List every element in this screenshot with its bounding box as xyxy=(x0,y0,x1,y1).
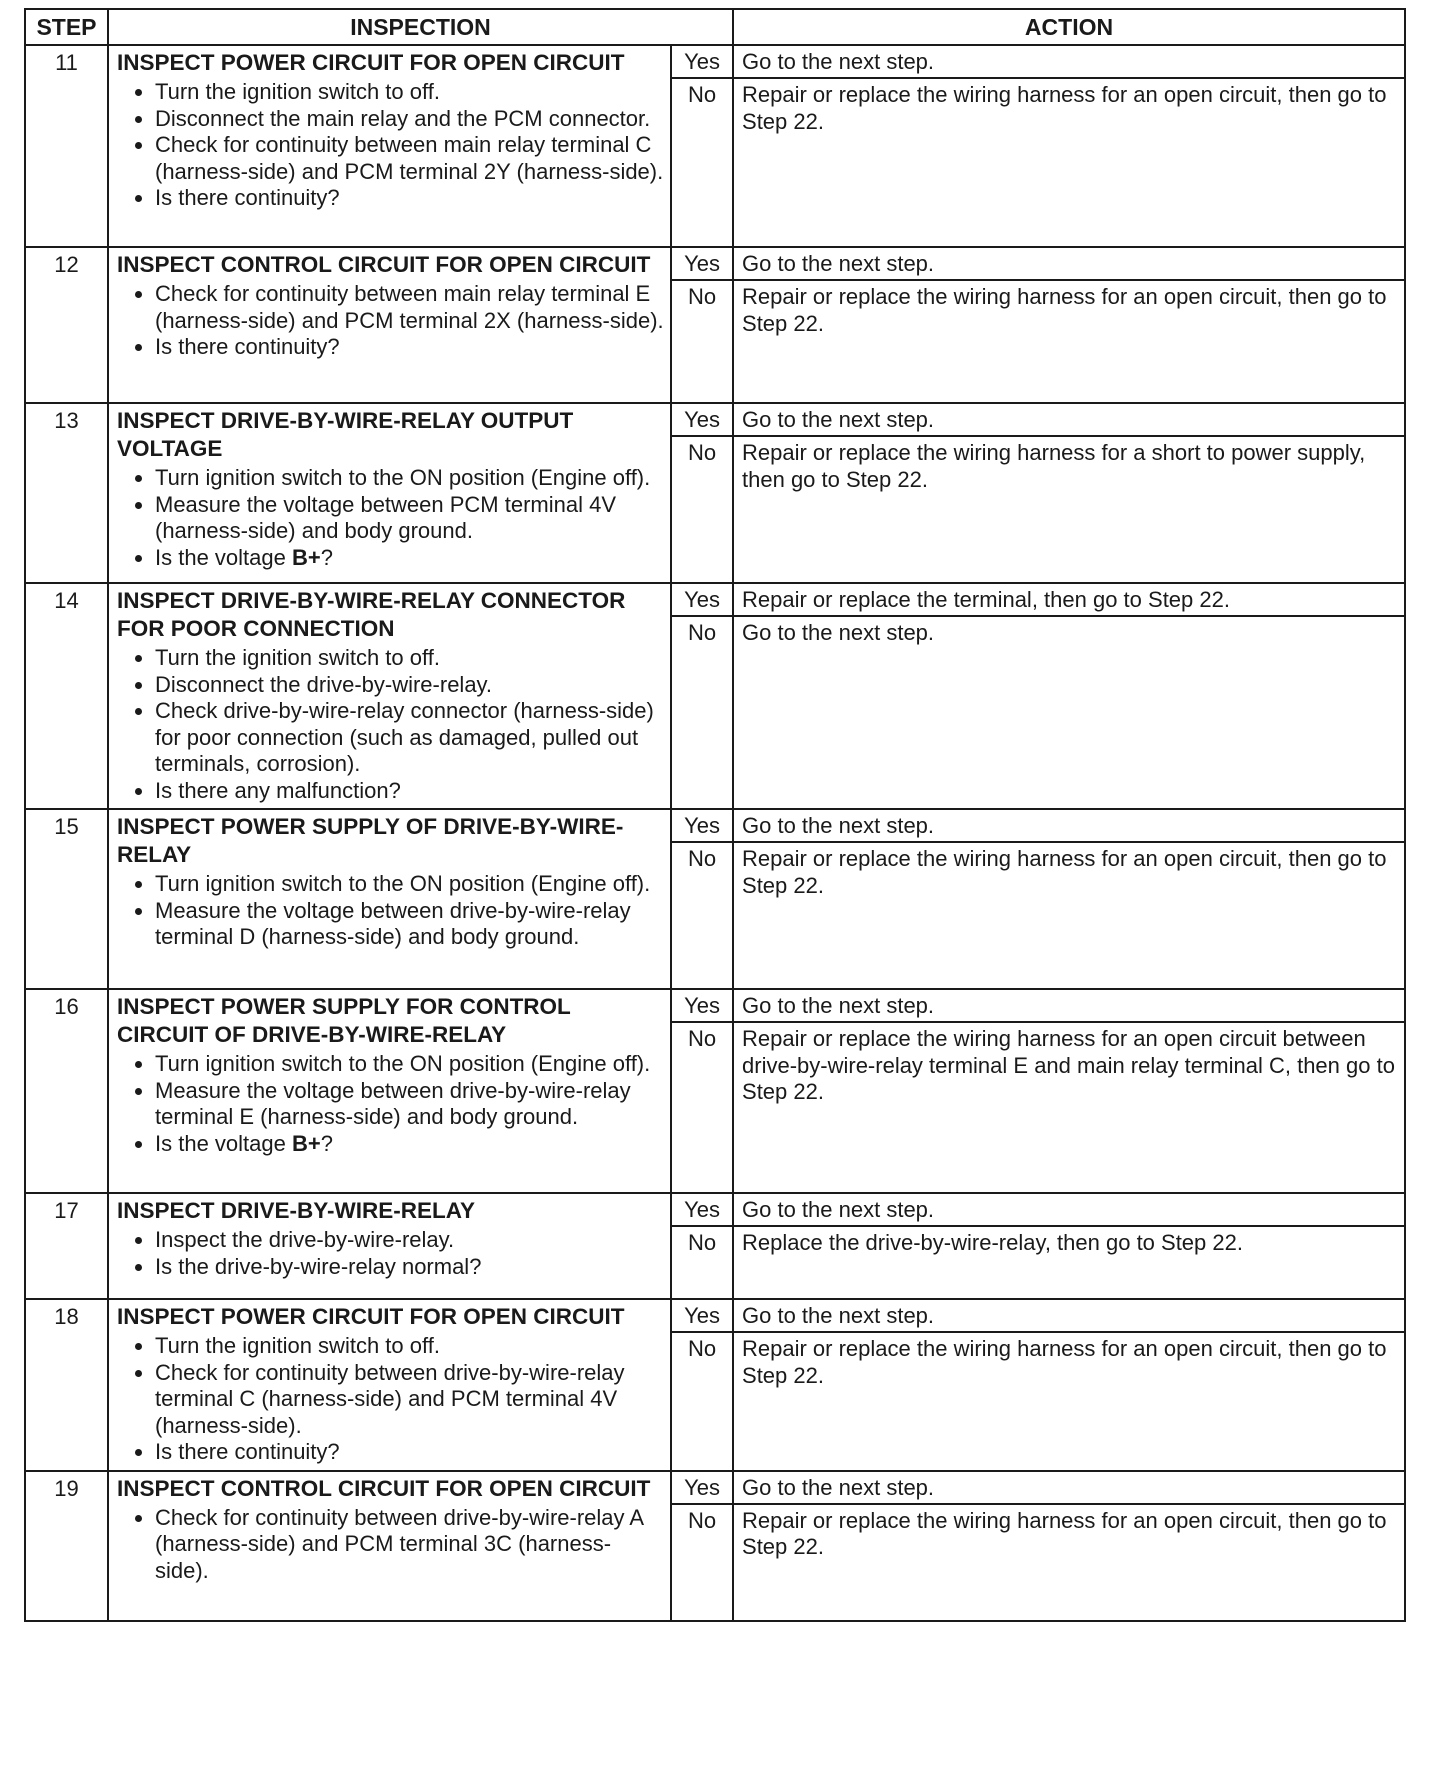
answer-no-label: No xyxy=(687,440,717,465)
answer-yes-label: Yes xyxy=(672,1194,732,1227)
action-cell xyxy=(733,1471,1405,1621)
inspection-cell xyxy=(108,809,671,989)
table-row xyxy=(25,45,1405,247)
answer-no-label: No xyxy=(687,284,717,309)
inspection-table xyxy=(24,8,1406,1622)
inspection-title: INSPECT POWER SUPPLY OF DRIVE-BY-WIRE-RELAY xyxy=(117,814,624,867)
inspection-bullet-item: • Measure the voltage between drive-by-wire-relay terminal E (harness-side) and body ground. xyxy=(155,1078,664,1131)
table-row xyxy=(25,1299,1405,1471)
inspection-bullet-item: • Is the voltage B+? xyxy=(155,1131,664,1158)
inspection-bullet-item: • Check for continuity between drive-by-wire-relay terminal C (harness-side) and PCM terminal 4V (harness-side). xyxy=(155,1360,664,1440)
answer-yes-label: Yes xyxy=(672,1300,732,1333)
inspection-column-header: INSPECTION xyxy=(108,9,733,45)
inspection-bullet-list xyxy=(117,871,664,951)
inspection-title: INSPECT DRIVE-BY-WIRE-RELAY CONNECTOR FOR POOR CONNECTION xyxy=(117,588,626,641)
answer-cell xyxy=(671,989,733,1193)
action-cell xyxy=(733,809,1405,989)
yes-action-text: Go to the next step. xyxy=(734,1194,1404,1227)
inspection-bullet-item: • Check for continuity between main relay terminal C (harness-side) and PCM terminal 2Y (harness-side). xyxy=(155,132,664,185)
step-number: 15 xyxy=(25,809,108,989)
yes-action-text: Go to the next step. xyxy=(734,1472,1404,1505)
table-row xyxy=(25,989,1405,1193)
answer-cell xyxy=(671,1471,733,1621)
table-row xyxy=(25,403,1405,583)
answer-no-label: No xyxy=(687,1507,717,1533)
battery-voltage-symbol: B+ xyxy=(291,1130,321,1156)
step-number: 11 xyxy=(25,45,108,247)
inspection-title: INSPECT POWER CIRCUIT FOR OPEN CIRCUIT xyxy=(117,1304,625,1329)
no-action-text: Go to the next step. xyxy=(742,620,935,645)
table-header-row xyxy=(25,9,1405,45)
action-cell xyxy=(733,1193,1405,1299)
yes-action-text: Go to the next step. xyxy=(734,248,1404,281)
answer-cell xyxy=(671,1193,733,1299)
yes-action-text: Go to the next step. xyxy=(734,810,1404,843)
step-number: 16 xyxy=(25,989,108,1193)
step-number: 18 xyxy=(25,1299,108,1471)
inspection-bullet-item: • Measure the voltage between PCM terminal 4V (harness-side) and body ground. xyxy=(155,492,664,545)
answer-no-label: No xyxy=(687,1230,717,1255)
inspection-bullet-item: • Inspect the drive-by-wire-relay. xyxy=(155,1227,664,1254)
inspection-bullet-item: • Turn the ignition switch to off. xyxy=(155,645,664,672)
inspection-cell xyxy=(108,45,671,247)
inspection-bullet-list xyxy=(117,1505,664,1585)
inspection-bullet-item: • Is there continuity? xyxy=(155,1439,664,1466)
action-column-header: ACTION xyxy=(733,9,1405,45)
table-row xyxy=(25,1471,1405,1621)
action-cell xyxy=(733,45,1405,247)
answer-cell xyxy=(671,809,733,989)
step-column-header: STEP xyxy=(25,9,108,45)
no-action-text: Repair or replace the wiring harness for an open circuit, then go to Step 22. xyxy=(742,284,1387,336)
yes-action-text: Go to the next step. xyxy=(734,1300,1404,1333)
action-cell xyxy=(733,247,1405,403)
inspection-cell xyxy=(108,247,671,403)
action-cell xyxy=(733,1299,1405,1471)
table-row xyxy=(25,809,1405,989)
step-number: 19 xyxy=(25,1471,108,1621)
inspection-cell xyxy=(108,403,671,583)
inspection-cell xyxy=(108,989,671,1193)
action-cell xyxy=(733,403,1405,583)
inspection-bullet-list xyxy=(117,465,664,571)
inspection-title: INSPECT DRIVE-BY-WIRE-RELAY xyxy=(117,1198,475,1223)
inspection-bullet-item: • Turn the ignition switch to off. xyxy=(155,79,664,106)
inspection-bullet-item: • Is the voltage B+? xyxy=(155,545,664,572)
inspection-bullet-item: • Is there continuity? xyxy=(155,185,664,212)
step-number: 13 xyxy=(25,403,108,583)
inspection-title: INSPECT CONTROL CIRCUIT FOR OPEN CIRCUIT xyxy=(117,252,651,277)
answer-no-label: No xyxy=(687,1026,717,1051)
answer-cell xyxy=(671,403,733,583)
inspection-bullet-item: • Disconnect the main relay and the PCM connector. xyxy=(155,106,664,133)
inspection-cell xyxy=(108,1299,671,1471)
answer-yes-label: Yes xyxy=(672,584,732,617)
inspection-bullet-list xyxy=(117,79,664,212)
inspection-bullet-item: • Turn the ignition switch to off. xyxy=(155,1333,664,1360)
answer-cell xyxy=(671,45,733,247)
yes-action-text: Repair or replace the terminal, then go to Step 22. xyxy=(734,584,1404,617)
no-action-text: Repair or replace the wiring harness for a short to power supply, then go to Step 22. xyxy=(742,440,1366,492)
inspection-bullet-list xyxy=(117,1333,664,1466)
inspection-bullet-list xyxy=(117,281,664,361)
answer-no-label: No xyxy=(687,1336,717,1361)
action-cell xyxy=(733,989,1405,1193)
inspection-bullet-item: • Check for continuity between drive-by-wire-relay A (harness-side) and PCM terminal 3C (harness-side). xyxy=(155,1505,664,1585)
step-rows xyxy=(25,45,1405,1621)
step-number: 12 xyxy=(25,247,108,403)
inspection-cell xyxy=(108,583,671,809)
answer-cell xyxy=(671,247,733,403)
answer-yes-label: Yes xyxy=(672,810,732,843)
yes-action-text: Go to the next step. xyxy=(734,46,1404,79)
inspection-bullet-item: • Is there any malfunction? xyxy=(155,778,664,805)
diagnostic-procedure-sheet xyxy=(24,8,1404,1622)
yes-action-text: Go to the next step. xyxy=(734,990,1404,1023)
inspection-bullet-item: • Turn ignition switch to the ON position (Engine off). xyxy=(155,1051,664,1078)
answer-yes-label: Yes xyxy=(672,1472,732,1505)
inspection-bullet-item: • Turn ignition switch to the ON position (Engine off). xyxy=(155,871,664,898)
step-number: 17 xyxy=(25,1193,108,1299)
no-action-text: Repair or replace the wiring harness for an open circuit, then go to Step 22. xyxy=(742,1336,1387,1388)
answer-no-label: No xyxy=(687,82,717,107)
battery-voltage-symbol: B+ xyxy=(291,544,321,570)
yes-action-text: Go to the next step. xyxy=(734,404,1404,437)
inspection-cell xyxy=(108,1193,671,1299)
inspection-bullet-item: • Is there continuity? xyxy=(155,334,664,361)
answer-yes-label: Yes xyxy=(672,248,732,281)
answer-cell xyxy=(671,1299,733,1471)
answer-yes-label: Yes xyxy=(672,46,732,79)
answer-no-label: No xyxy=(687,620,717,645)
no-action-text: Repair or replace the wiring harness for an open circuit between drive-by-wire-relay terminal E and main relay terminal C, then go to Step 22. xyxy=(742,1026,1395,1104)
answer-yes-label: Yes xyxy=(672,990,732,1023)
inspection-bullet-item: • Is the drive-by-wire-relay normal? xyxy=(155,1254,664,1281)
table-row xyxy=(25,247,1405,403)
inspection-bullet-list xyxy=(117,1051,664,1157)
inspection-bullet-item: • Check drive-by-wire-relay connector (harness-side) for poor connection (such as damaged, pulled out terminals, corrosion). xyxy=(155,698,664,778)
action-cell xyxy=(733,583,1405,809)
inspection-bullet-list xyxy=(117,1227,664,1280)
table-row xyxy=(25,1193,1405,1299)
inspection-cell xyxy=(108,1471,671,1621)
inspection-bullet-item: • Turn ignition switch to the ON position (Engine off). xyxy=(155,465,664,492)
inspection-title: INSPECT DRIVE-BY-WIRE-RELAY OUTPUT VOLTAGE xyxy=(117,408,574,461)
inspection-bullet-list xyxy=(117,645,664,804)
no-action-text: Repair or replace the wiring harness for an open circuit, then go to Step 22. xyxy=(742,82,1387,134)
answer-cell xyxy=(671,583,733,809)
inspection-title: INSPECT CONTROL CIRCUIT FOR OPEN CIRCUIT xyxy=(117,1475,651,1501)
inspection-title: INSPECT POWER CIRCUIT FOR OPEN CIRCUIT xyxy=(117,50,625,75)
no-action-text: Repair or replace the wiring harness for an open circuit, then go to Step 22. xyxy=(742,1507,1387,1559)
inspection-bullet-item: • Disconnect the drive-by-wire-relay. xyxy=(155,672,664,699)
answer-yes-label: Yes xyxy=(672,404,732,437)
no-action-text: Repair or replace the wiring harness for an open circuit, then go to Step 22. xyxy=(742,846,1387,898)
inspection-bullet-item: • Measure the voltage between drive-by-wire-relay terminal D (harness-side) and body ground. xyxy=(155,898,664,951)
inspection-bullet-item: • Check for continuity between main relay terminal E (harness-side) and PCM terminal 2X (harness-side). xyxy=(155,281,664,334)
step-number: 14 xyxy=(25,583,108,809)
no-action-text: Replace the drive-by-wire-relay, then go to Step 22. xyxy=(742,1230,1243,1255)
table-row xyxy=(25,583,1405,809)
inspection-title: INSPECT POWER SUPPLY FOR CONTROL CIRCUIT OF DRIVE-BY-WIRE-RELAY xyxy=(117,994,571,1047)
answer-no-label: No xyxy=(687,846,717,871)
